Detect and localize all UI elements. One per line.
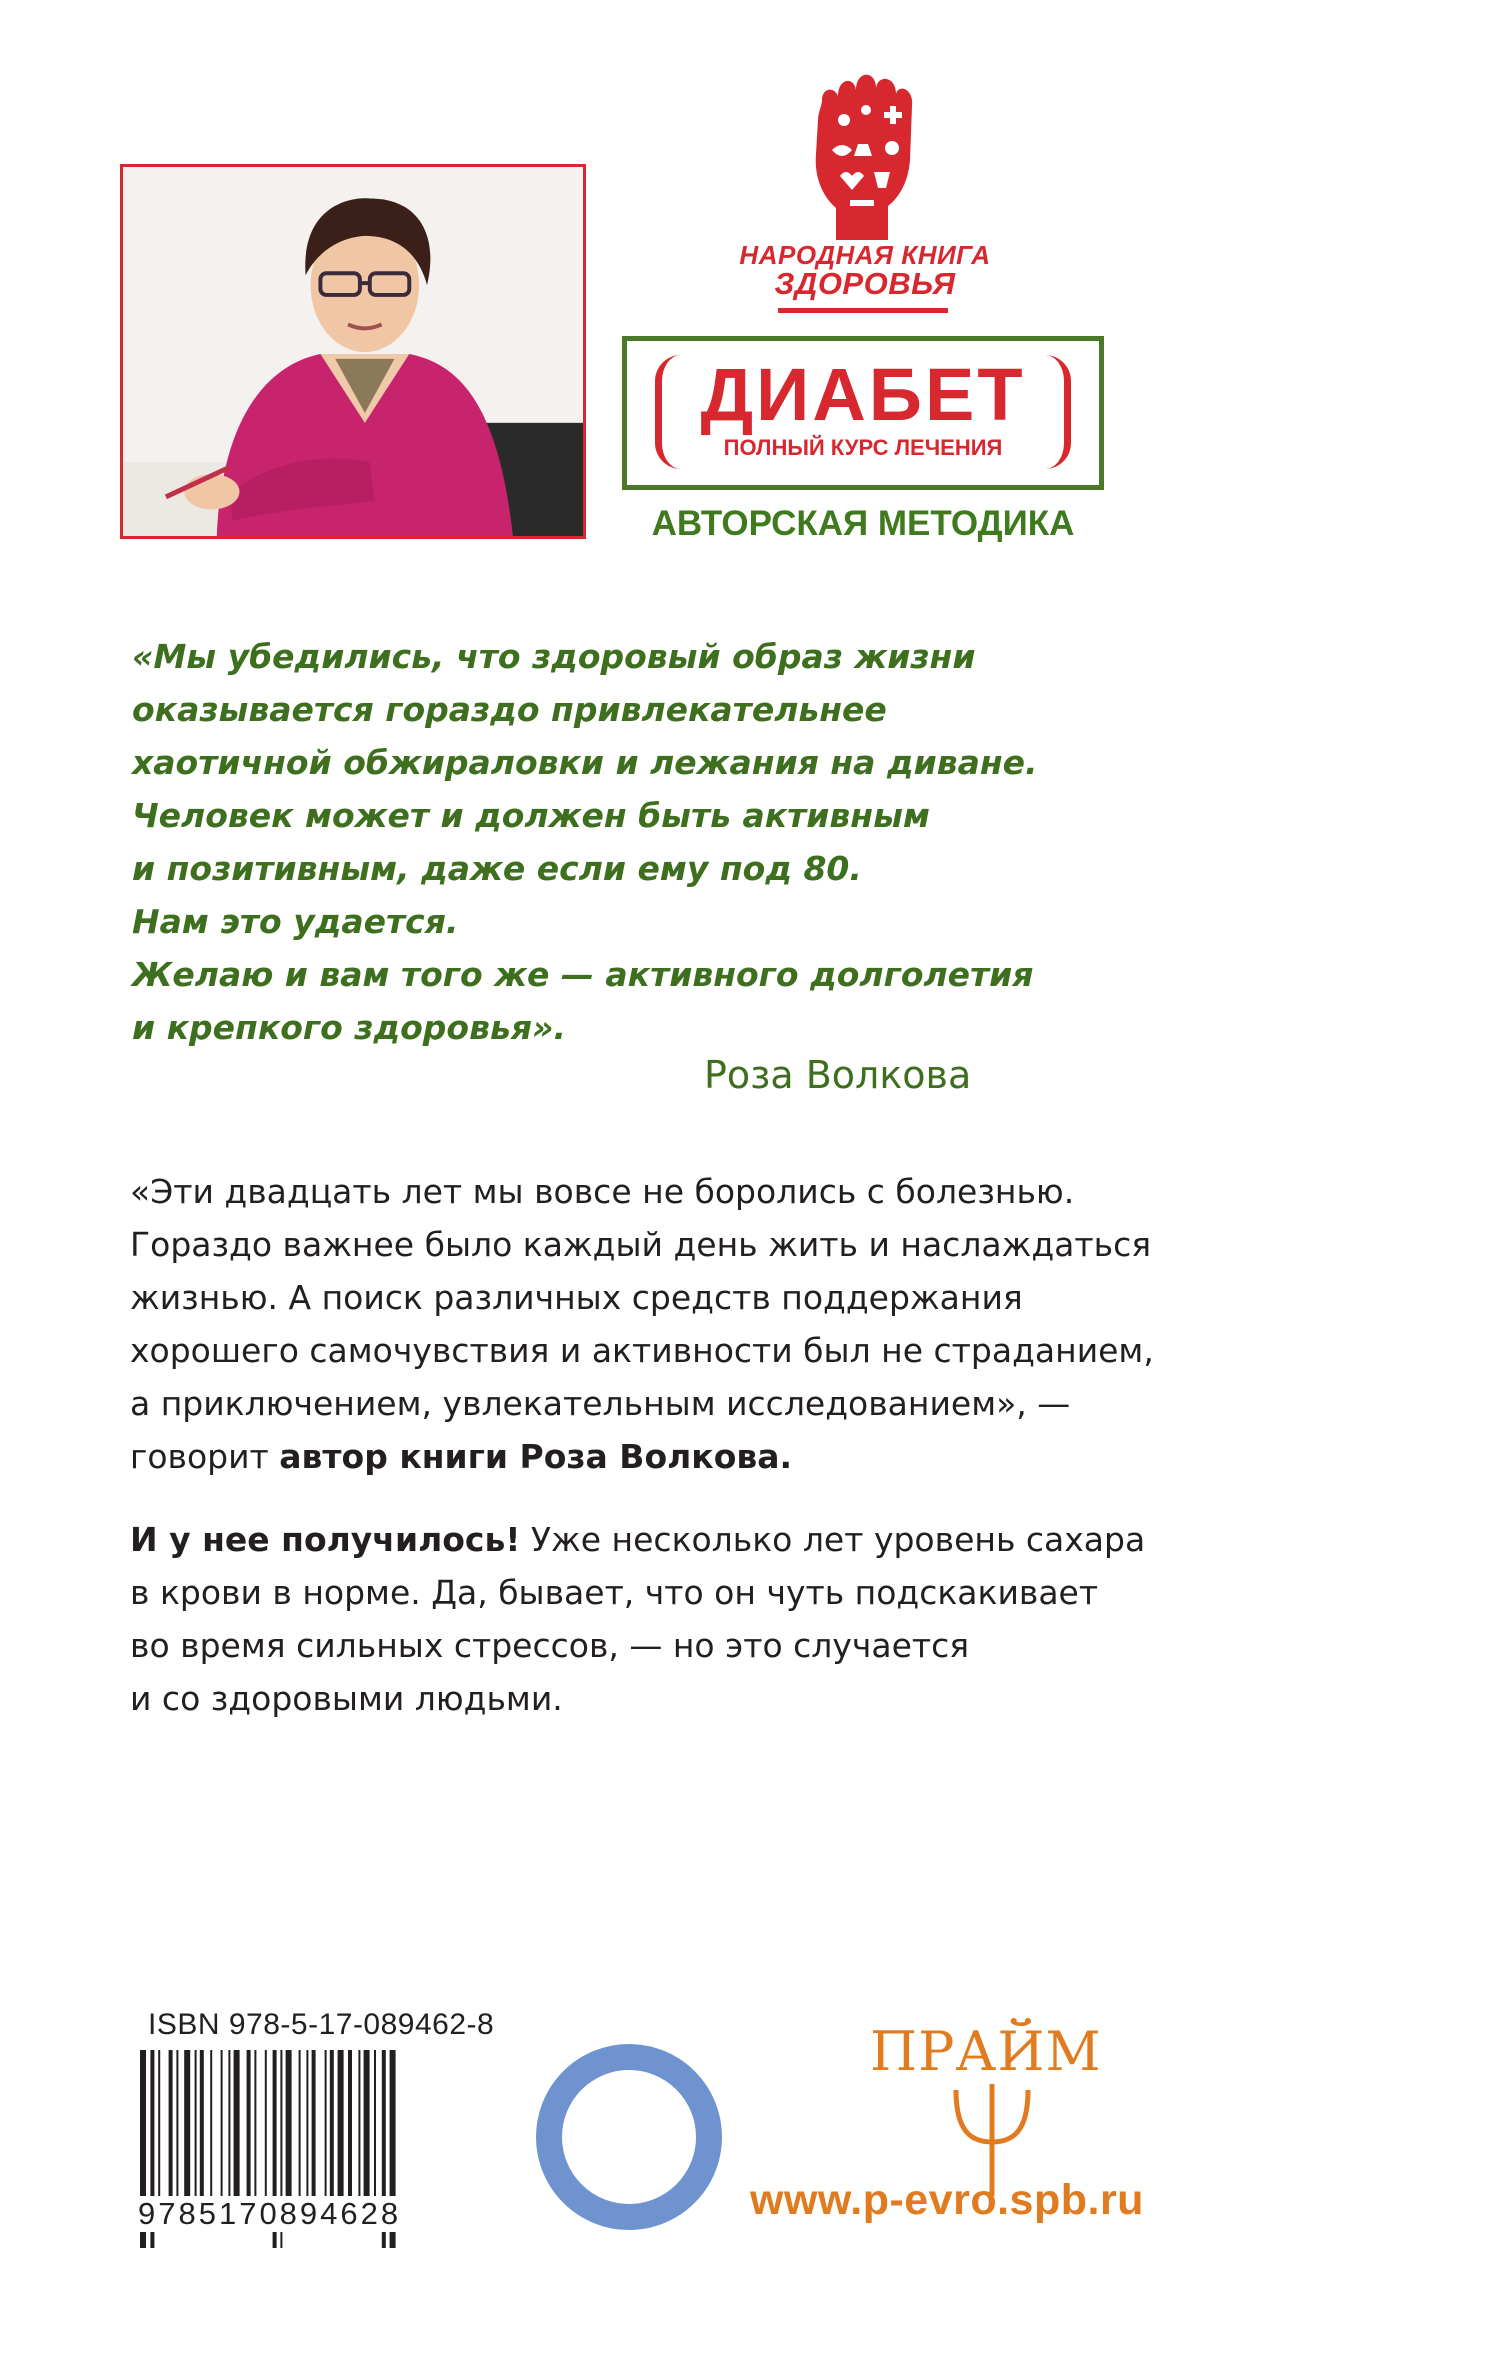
paragraph-text: Уже несколько лет уровень сахара (520, 1520, 1146, 1559)
quote-line: Желаю и вам того же — активного долголетия (132, 955, 1034, 994)
paragraph-line: в крови в норме. Да, бывает, что он чуть подскакивает (130, 1573, 1099, 1612)
quote-line: хаотичной обжираловки и лежания на диване. (132, 743, 1038, 782)
book-title-box (622, 336, 1104, 490)
barcode-bar (364, 2050, 370, 2200)
attribution-text: говорит (130, 1437, 280, 1476)
raised-fist-icon (792, 60, 938, 240)
quote-line: Человек может и должен быть активным (132, 796, 930, 835)
barcode-bar (299, 2050, 301, 2200)
barcode-bar (325, 2050, 327, 2200)
barcode-bar (221, 2050, 223, 2200)
method-label: АВТОРСКАЯ МЕТОДИКА (651, 504, 1075, 543)
quote-line: и позитивным, даже если ему под 80. (132, 849, 862, 888)
quote-line: оказывается гораздо привлекательнее (132, 690, 887, 729)
barcode-bar (228, 2050, 230, 2200)
quote-line: и крепкого здоровья». (132, 1008, 566, 1047)
series-logo (730, 60, 1000, 320)
publisher-url[interactable]: www.p-evro.spb.ru (750, 2176, 1144, 2224)
series-name-line-2: ЗДОРОВЬЯ (774, 266, 956, 301)
barcode-bar (247, 2050, 251, 2200)
quote-author: Роза Волкова (704, 1053, 972, 1097)
paragraph-line: «Эти двадцать лет мы вовсе не боролись с болезнью. (130, 1172, 1075, 1211)
barcode-bar (200, 2050, 204, 2200)
barcode-bar (312, 2050, 316, 2200)
barcode-digits: 9785170894628 (136, 2196, 452, 2232)
barcode-bar (330, 2050, 334, 2200)
barcode-bar (348, 2050, 352, 2200)
paragraph-line (130, 1513, 1250, 1566)
barcode-bar (169, 2050, 173, 2200)
barcode-bar (286, 2050, 292, 2200)
barcode-bar (195, 2050, 197, 2200)
barcode-bar (254, 2050, 256, 2200)
barcode-bar (338, 2050, 344, 2200)
description-paragraph-1 (130, 1165, 1250, 1483)
circle-mark (536, 2044, 722, 2230)
paragraph-lead: И у нее получилось! (130, 1520, 521, 1559)
book-title: ДИАБЕТ (700, 353, 1026, 436)
series-name-line-1: НАРОДНАЯ КНИГА (739, 240, 991, 270)
quote-line: Нам это удается. (132, 902, 459, 941)
barcode-bar (234, 2050, 240, 2200)
paragraph-line: жизнью. А поиск различных средств поддержания (130, 1278, 1023, 1317)
isbn-label: ISBN 978-5-17-089462-8 (148, 2008, 495, 2041)
quote-line: «Мы убедились, что здоровый образ жизни (132, 637, 976, 676)
series-underline (778, 308, 948, 313)
author-photo (120, 164, 586, 539)
paragraph-line: и со здоровыми людьми. (130, 1679, 563, 1718)
barcode-bar (265, 2050, 267, 2200)
paragraph-line: Гораздо важнее было каждый день жить и наслаждаться (130, 1225, 1152, 1264)
attribution-author: автор книги Роза Волкова. (279, 1437, 793, 1476)
barcode-bar (184, 2050, 190, 2200)
barcode-bar (176, 2050, 178, 2200)
barcode-bar (210, 2050, 212, 2200)
barcode-bar (358, 2050, 360, 2200)
paragraph-line: хорошего самочувствия и активности был не страданием, (130, 1331, 1154, 1370)
description-paragraph-2 (130, 1513, 1250, 1725)
paragraph-line (130, 1430, 1250, 1483)
paragraph-line: во время сильных стрессов, — но это случается (130, 1626, 970, 1665)
paragraph-line: а приключением, увлекательным исследованием», — (130, 1384, 1071, 1423)
barcode-bar (158, 2050, 160, 2200)
book-subtitle: ПОЛНЫЙ КУРС ЛЕЧЕНИЯ (723, 435, 1003, 460)
title-bracket-frame (655, 355, 1071, 469)
author-quote (132, 630, 1132, 1054)
barcode-bar (374, 2050, 376, 2200)
barcode-bar (306, 2050, 308, 2200)
publisher-name: ПРАЙМ (870, 2020, 1102, 2083)
